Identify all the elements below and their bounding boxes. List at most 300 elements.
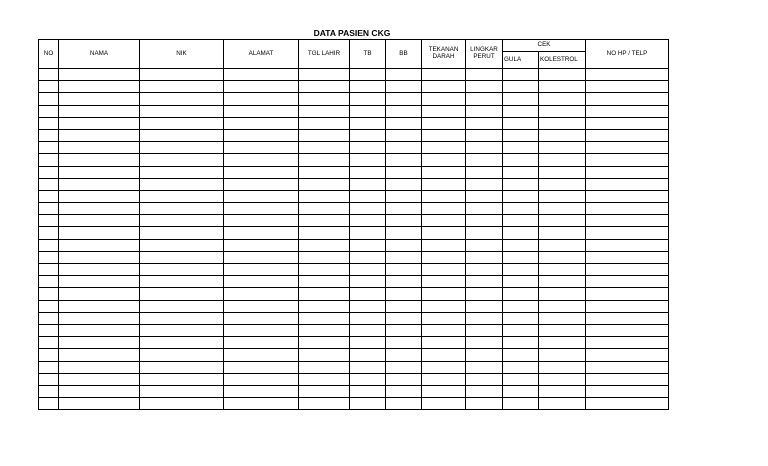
cell-tgl-lahir[interactable]	[299, 69, 350, 81]
cell-nik[interactable]	[140, 215, 224, 227]
cell-bb[interactable]	[386, 81, 422, 93]
cell-bb[interactable]	[386, 385, 422, 397]
cell-gula[interactable]	[503, 129, 539, 141]
cell-tb[interactable]	[350, 324, 386, 336]
cell-nama[interactable]	[59, 337, 140, 349]
cell-nik[interactable]	[140, 337, 224, 349]
cell-no[interactable]	[39, 142, 59, 154]
cell-lingkar-perut[interactable]	[466, 398, 503, 410]
cell-alamat[interactable]	[224, 324, 299, 336]
cell-alamat[interactable]	[224, 288, 299, 300]
cell-alamat[interactable]	[224, 166, 299, 178]
cell-gula[interactable]	[503, 227, 539, 239]
cell-kolestrol[interactable]	[539, 276, 586, 288]
cell-bb[interactable]	[386, 154, 422, 166]
cell-kolestrol[interactable]	[539, 105, 586, 117]
cell-tgl-lahir[interactable]	[299, 178, 350, 190]
cell-tekanan-darah[interactable]	[422, 227, 466, 239]
cell-bb[interactable]	[386, 215, 422, 227]
cell-lingkar-perut[interactable]	[466, 117, 503, 129]
cell-tgl-lahir[interactable]	[299, 227, 350, 239]
cell-kolestrol[interactable]	[539, 215, 586, 227]
cell-gula[interactable]	[503, 105, 539, 117]
cell-tgl-lahir[interactable]	[299, 105, 350, 117]
cell-alamat[interactable]	[224, 105, 299, 117]
cell-gula[interactable]	[503, 312, 539, 324]
cell-lingkar-perut[interactable]	[466, 178, 503, 190]
cell-tgl-lahir[interactable]	[299, 142, 350, 154]
cell-bb[interactable]	[386, 178, 422, 190]
cell-tb[interactable]	[350, 129, 386, 141]
cell-alamat[interactable]	[224, 69, 299, 81]
cell-no-hp[interactable]	[586, 324, 669, 336]
cell-nik[interactable]	[140, 166, 224, 178]
cell-no-hp[interactable]	[586, 349, 669, 361]
cell-no-hp[interactable]	[586, 337, 669, 349]
cell-lingkar-perut[interactable]	[466, 373, 503, 385]
cell-nama[interactable]	[59, 276, 140, 288]
cell-alamat[interactable]	[224, 385, 299, 397]
cell-tekanan-darah[interactable]	[422, 81, 466, 93]
cell-bb[interactable]	[386, 288, 422, 300]
cell-tb[interactable]	[350, 276, 386, 288]
cell-no[interactable]	[39, 288, 59, 300]
cell-nama[interactable]	[59, 166, 140, 178]
cell-lingkar-perut[interactable]	[466, 312, 503, 324]
cell-no[interactable]	[39, 69, 59, 81]
cell-nama[interactable]	[59, 69, 140, 81]
cell-kolestrol[interactable]	[539, 81, 586, 93]
cell-alamat[interactable]	[224, 215, 299, 227]
cell-kolestrol[interactable]	[539, 117, 586, 129]
cell-lingkar-perut[interactable]	[466, 190, 503, 202]
cell-alamat[interactable]	[224, 276, 299, 288]
cell-gula[interactable]	[503, 251, 539, 263]
cell-no[interactable]	[39, 154, 59, 166]
cell-nik[interactable]	[140, 105, 224, 117]
cell-tb[interactable]	[350, 203, 386, 215]
cell-gula[interactable]	[503, 398, 539, 410]
cell-tekanan-darah[interactable]	[422, 215, 466, 227]
cell-nik[interactable]	[140, 361, 224, 373]
cell-nik[interactable]	[140, 373, 224, 385]
cell-tekanan-darah[interactable]	[422, 312, 466, 324]
cell-tgl-lahir[interactable]	[299, 300, 350, 312]
cell-no-hp[interactable]	[586, 288, 669, 300]
cell-tgl-lahir[interactable]	[299, 337, 350, 349]
cell-gula[interactable]	[503, 288, 539, 300]
cell-nama[interactable]	[59, 81, 140, 93]
cell-lingkar-perut[interactable]	[466, 142, 503, 154]
cell-kolestrol[interactable]	[539, 251, 586, 263]
cell-bb[interactable]	[386, 203, 422, 215]
cell-gula[interactable]	[503, 276, 539, 288]
cell-no-hp[interactable]	[586, 398, 669, 410]
cell-alamat[interactable]	[224, 373, 299, 385]
cell-lingkar-perut[interactable]	[466, 251, 503, 263]
cell-lingkar-perut[interactable]	[466, 239, 503, 251]
cell-no-hp[interactable]	[586, 81, 669, 93]
cell-no-hp[interactable]	[586, 154, 669, 166]
cell-gula[interactable]	[503, 203, 539, 215]
cell-tgl-lahir[interactable]	[299, 251, 350, 263]
cell-gula[interactable]	[503, 324, 539, 336]
cell-tb[interactable]	[350, 154, 386, 166]
cell-lingkar-perut[interactable]	[466, 129, 503, 141]
cell-nama[interactable]	[59, 203, 140, 215]
cell-tb[interactable]	[350, 398, 386, 410]
cell-lingkar-perut[interactable]	[466, 166, 503, 178]
cell-no-hp[interactable]	[586, 105, 669, 117]
cell-lingkar-perut[interactable]	[466, 324, 503, 336]
cell-no-hp[interactable]	[586, 239, 669, 251]
cell-alamat[interactable]	[224, 361, 299, 373]
cell-kolestrol[interactable]	[539, 288, 586, 300]
cell-kolestrol[interactable]	[539, 93, 586, 105]
cell-no[interactable]	[39, 264, 59, 276]
cell-gula[interactable]	[503, 142, 539, 154]
cell-tb[interactable]	[350, 117, 386, 129]
cell-no[interactable]	[39, 105, 59, 117]
cell-no[interactable]	[39, 203, 59, 215]
cell-tekanan-darah[interactable]	[422, 129, 466, 141]
cell-no[interactable]	[39, 129, 59, 141]
cell-alamat[interactable]	[224, 129, 299, 141]
cell-tgl-lahir[interactable]	[299, 239, 350, 251]
cell-tekanan-darah[interactable]	[422, 385, 466, 397]
cell-no[interactable]	[39, 166, 59, 178]
cell-nik[interactable]	[140, 300, 224, 312]
cell-bb[interactable]	[386, 361, 422, 373]
cell-tgl-lahir[interactable]	[299, 373, 350, 385]
cell-tekanan-darah[interactable]	[422, 93, 466, 105]
cell-no[interactable]	[39, 373, 59, 385]
cell-tb[interactable]	[350, 239, 386, 251]
cell-tekanan-darah[interactable]	[422, 178, 466, 190]
cell-nama[interactable]	[59, 154, 140, 166]
cell-kolestrol[interactable]	[539, 69, 586, 81]
cell-alamat[interactable]	[224, 93, 299, 105]
cell-nama[interactable]	[59, 288, 140, 300]
cell-gula[interactable]	[503, 215, 539, 227]
cell-tgl-lahir[interactable]	[299, 398, 350, 410]
cell-no[interactable]	[39, 178, 59, 190]
cell-tekanan-darah[interactable]	[422, 105, 466, 117]
cell-lingkar-perut[interactable]	[466, 300, 503, 312]
cell-nik[interactable]	[140, 385, 224, 397]
cell-alamat[interactable]	[224, 154, 299, 166]
cell-no[interactable]	[39, 117, 59, 129]
cell-tb[interactable]	[350, 215, 386, 227]
cell-no[interactable]	[39, 93, 59, 105]
cell-tb[interactable]	[350, 300, 386, 312]
cell-lingkar-perut[interactable]	[466, 264, 503, 276]
cell-no[interactable]	[39, 215, 59, 227]
cell-gula[interactable]	[503, 349, 539, 361]
cell-no-hp[interactable]	[586, 361, 669, 373]
cell-no[interactable]	[39, 227, 59, 239]
cell-tb[interactable]	[350, 288, 386, 300]
cell-tb[interactable]	[350, 69, 386, 81]
cell-kolestrol[interactable]	[539, 385, 586, 397]
cell-nama[interactable]	[59, 215, 140, 227]
cell-nik[interactable]	[140, 203, 224, 215]
cell-bb[interactable]	[386, 69, 422, 81]
cell-bb[interactable]	[386, 117, 422, 129]
cell-kolestrol[interactable]	[539, 203, 586, 215]
cell-no-hp[interactable]	[586, 93, 669, 105]
cell-alamat[interactable]	[224, 300, 299, 312]
cell-kolestrol[interactable]	[539, 300, 586, 312]
cell-alamat[interactable]	[224, 398, 299, 410]
cell-no-hp[interactable]	[586, 264, 669, 276]
cell-kolestrol[interactable]	[539, 312, 586, 324]
cell-no[interactable]	[39, 300, 59, 312]
cell-no[interactable]	[39, 337, 59, 349]
cell-nama[interactable]	[59, 251, 140, 263]
cell-tb[interactable]	[350, 178, 386, 190]
cell-no[interactable]	[39, 324, 59, 336]
cell-alamat[interactable]	[224, 239, 299, 251]
cell-lingkar-perut[interactable]	[466, 349, 503, 361]
cell-lingkar-perut[interactable]	[466, 154, 503, 166]
cell-no-hp[interactable]	[586, 312, 669, 324]
cell-nama[interactable]	[59, 142, 140, 154]
cell-gula[interactable]	[503, 81, 539, 93]
cell-nama[interactable]	[59, 227, 140, 239]
cell-tb[interactable]	[350, 251, 386, 263]
cell-alamat[interactable]	[224, 81, 299, 93]
cell-tekanan-darah[interactable]	[422, 190, 466, 202]
cell-tekanan-darah[interactable]	[422, 361, 466, 373]
cell-gula[interactable]	[503, 117, 539, 129]
cell-tekanan-darah[interactable]	[422, 251, 466, 263]
cell-tekanan-darah[interactable]	[422, 69, 466, 81]
cell-tgl-lahir[interactable]	[299, 264, 350, 276]
cell-kolestrol[interactable]	[539, 166, 586, 178]
cell-bb[interactable]	[386, 398, 422, 410]
cell-tb[interactable]	[350, 93, 386, 105]
cell-kolestrol[interactable]	[539, 361, 586, 373]
cell-no[interactable]	[39, 190, 59, 202]
cell-kolestrol[interactable]	[539, 398, 586, 410]
cell-nama[interactable]	[59, 239, 140, 251]
cell-tgl-lahir[interactable]	[299, 312, 350, 324]
cell-gula[interactable]	[503, 385, 539, 397]
cell-nik[interactable]	[140, 276, 224, 288]
cell-bb[interactable]	[386, 166, 422, 178]
cell-nama[interactable]	[59, 129, 140, 141]
cell-gula[interactable]	[503, 69, 539, 81]
cell-tekanan-darah[interactable]	[422, 239, 466, 251]
cell-nama[interactable]	[59, 385, 140, 397]
cell-nik[interactable]	[140, 69, 224, 81]
cell-tgl-lahir[interactable]	[299, 190, 350, 202]
cell-bb[interactable]	[386, 190, 422, 202]
cell-nik[interactable]	[140, 312, 224, 324]
cell-nik[interactable]	[140, 81, 224, 93]
cell-lingkar-perut[interactable]	[466, 69, 503, 81]
cell-nama[interactable]	[59, 264, 140, 276]
cell-no-hp[interactable]	[586, 215, 669, 227]
cell-nama[interactable]	[59, 312, 140, 324]
cell-tgl-lahir[interactable]	[299, 349, 350, 361]
cell-no-hp[interactable]	[586, 203, 669, 215]
cell-tb[interactable]	[350, 385, 386, 397]
cell-nama[interactable]	[59, 93, 140, 105]
cell-bb[interactable]	[386, 105, 422, 117]
cell-gula[interactable]	[503, 373, 539, 385]
cell-tgl-lahir[interactable]	[299, 361, 350, 373]
cell-nama[interactable]	[59, 361, 140, 373]
cell-gula[interactable]	[503, 93, 539, 105]
cell-no-hp[interactable]	[586, 373, 669, 385]
cell-nik[interactable]	[140, 251, 224, 263]
cell-no-hp[interactable]	[586, 385, 669, 397]
cell-nik[interactable]	[140, 178, 224, 190]
cell-tgl-lahir[interactable]	[299, 324, 350, 336]
cell-no-hp[interactable]	[586, 276, 669, 288]
cell-bb[interactable]	[386, 129, 422, 141]
cell-gula[interactable]	[503, 239, 539, 251]
cell-gula[interactable]	[503, 300, 539, 312]
cell-alamat[interactable]	[224, 142, 299, 154]
cell-tekanan-darah[interactable]	[422, 203, 466, 215]
cell-gula[interactable]	[503, 154, 539, 166]
cell-kolestrol[interactable]	[539, 142, 586, 154]
cell-no[interactable]	[39, 251, 59, 263]
cell-bb[interactable]	[386, 251, 422, 263]
cell-tgl-lahir[interactable]	[299, 288, 350, 300]
cell-nik[interactable]	[140, 154, 224, 166]
cell-tb[interactable]	[350, 142, 386, 154]
cell-bb[interactable]	[386, 227, 422, 239]
cell-tekanan-darah[interactable]	[422, 142, 466, 154]
cell-lingkar-perut[interactable]	[466, 105, 503, 117]
cell-tekanan-darah[interactable]	[422, 373, 466, 385]
cell-tekanan-darah[interactable]	[422, 117, 466, 129]
cell-nama[interactable]	[59, 349, 140, 361]
cell-kolestrol[interactable]	[539, 154, 586, 166]
cell-no-hp[interactable]	[586, 190, 669, 202]
cell-nama[interactable]	[59, 398, 140, 410]
cell-kolestrol[interactable]	[539, 129, 586, 141]
cell-gula[interactable]	[503, 361, 539, 373]
cell-gula[interactable]	[503, 190, 539, 202]
cell-tb[interactable]	[350, 81, 386, 93]
cell-nik[interactable]	[140, 190, 224, 202]
cell-alamat[interactable]	[224, 312, 299, 324]
cell-tgl-lahir[interactable]	[299, 203, 350, 215]
cell-tekanan-darah[interactable]	[422, 349, 466, 361]
cell-nik[interactable]	[140, 142, 224, 154]
cell-no[interactable]	[39, 398, 59, 410]
cell-no-hp[interactable]	[586, 142, 669, 154]
cell-tekanan-darah[interactable]	[422, 288, 466, 300]
cell-nik[interactable]	[140, 227, 224, 239]
cell-nama[interactable]	[59, 178, 140, 190]
cell-tgl-lahir[interactable]	[299, 81, 350, 93]
cell-bb[interactable]	[386, 142, 422, 154]
cell-no-hp[interactable]	[586, 178, 669, 190]
cell-bb[interactable]	[386, 324, 422, 336]
cell-tb[interactable]	[350, 312, 386, 324]
cell-bb[interactable]	[386, 373, 422, 385]
cell-alamat[interactable]	[224, 264, 299, 276]
cell-bb[interactable]	[386, 264, 422, 276]
cell-no[interactable]	[39, 239, 59, 251]
cell-tekanan-darah[interactable]	[422, 300, 466, 312]
cell-lingkar-perut[interactable]	[466, 385, 503, 397]
cell-nama[interactable]	[59, 300, 140, 312]
cell-tgl-lahir[interactable]	[299, 385, 350, 397]
cell-kolestrol[interactable]	[539, 239, 586, 251]
cell-lingkar-perut[interactable]	[466, 93, 503, 105]
cell-tb[interactable]	[350, 361, 386, 373]
cell-no[interactable]	[39, 81, 59, 93]
cell-nik[interactable]	[140, 324, 224, 336]
cell-no-hp[interactable]	[586, 69, 669, 81]
cell-bb[interactable]	[386, 239, 422, 251]
cell-nama[interactable]	[59, 105, 140, 117]
cell-kolestrol[interactable]	[539, 337, 586, 349]
cell-nama[interactable]	[59, 190, 140, 202]
cell-bb[interactable]	[386, 276, 422, 288]
cell-lingkar-perut[interactable]	[466, 215, 503, 227]
cell-alamat[interactable]	[224, 349, 299, 361]
cell-no-hp[interactable]	[586, 129, 669, 141]
cell-tb[interactable]	[350, 373, 386, 385]
cell-bb[interactable]	[386, 300, 422, 312]
cell-tb[interactable]	[350, 264, 386, 276]
cell-nama[interactable]	[59, 117, 140, 129]
cell-no-hp[interactable]	[586, 166, 669, 178]
cell-tgl-lahir[interactable]	[299, 276, 350, 288]
cell-tgl-lahir[interactable]	[299, 93, 350, 105]
cell-lingkar-perut[interactable]	[466, 337, 503, 349]
cell-no[interactable]	[39, 361, 59, 373]
cell-tgl-lahir[interactable]	[299, 117, 350, 129]
cell-alamat[interactable]	[224, 227, 299, 239]
cell-nik[interactable]	[140, 264, 224, 276]
cell-tekanan-darah[interactable]	[422, 154, 466, 166]
cell-bb[interactable]	[386, 312, 422, 324]
cell-kolestrol[interactable]	[539, 227, 586, 239]
cell-tekanan-darah[interactable]	[422, 324, 466, 336]
cell-tb[interactable]	[350, 166, 386, 178]
cell-kolestrol[interactable]	[539, 373, 586, 385]
cell-alamat[interactable]	[224, 178, 299, 190]
cell-tb[interactable]	[350, 349, 386, 361]
cell-nik[interactable]	[140, 288, 224, 300]
cell-tgl-lahir[interactable]	[299, 215, 350, 227]
cell-kolestrol[interactable]	[539, 190, 586, 202]
cell-tb[interactable]	[350, 337, 386, 349]
cell-lingkar-perut[interactable]	[466, 288, 503, 300]
cell-gula[interactable]	[503, 264, 539, 276]
cell-tekanan-darah[interactable]	[422, 166, 466, 178]
cell-no-hp[interactable]	[586, 117, 669, 129]
cell-tekanan-darah[interactable]	[422, 264, 466, 276]
cell-gula[interactable]	[503, 166, 539, 178]
cell-tekanan-darah[interactable]	[422, 337, 466, 349]
cell-lingkar-perut[interactable]	[466, 81, 503, 93]
cell-kolestrol[interactable]	[539, 264, 586, 276]
cell-kolestrol[interactable]	[539, 324, 586, 336]
cell-bb[interactable]	[386, 337, 422, 349]
cell-alamat[interactable]	[224, 251, 299, 263]
cell-nik[interactable]	[140, 117, 224, 129]
